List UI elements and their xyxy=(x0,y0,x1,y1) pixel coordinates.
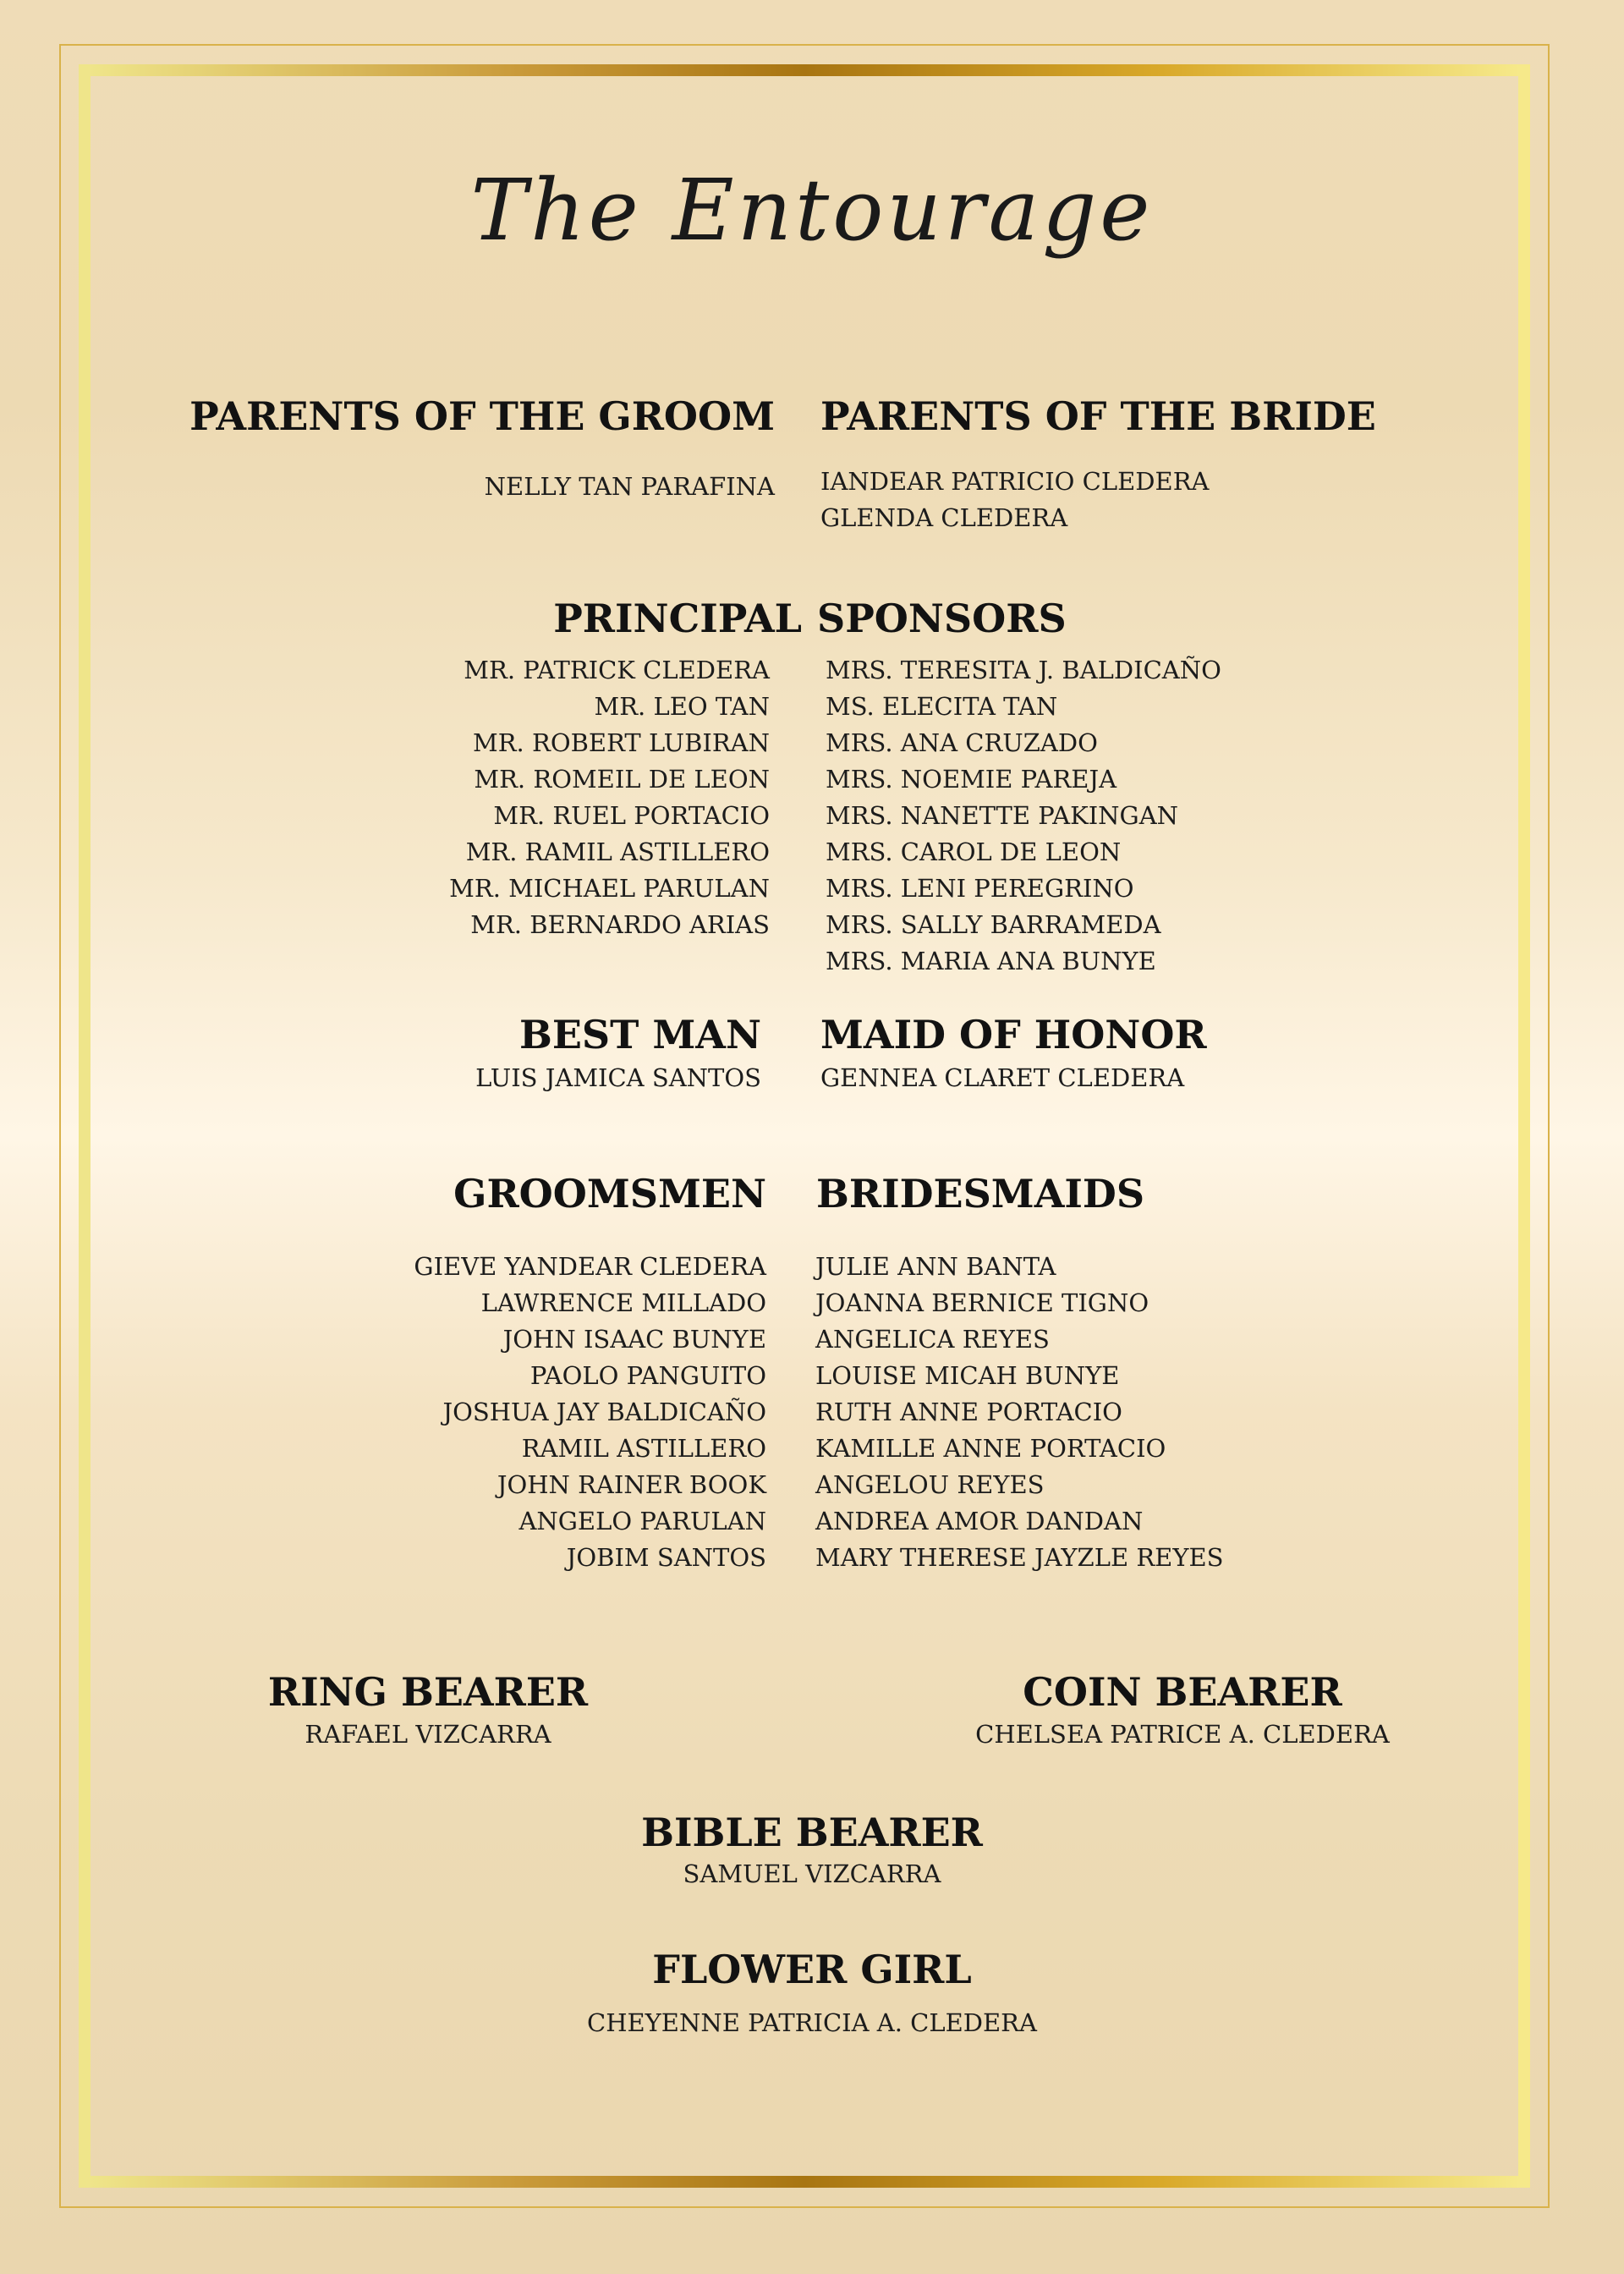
groomsmen-list xyxy=(414,1249,766,1576)
bride-parent-name: IANDEAR PATRICIO CLEDERA xyxy=(820,467,1210,496)
bridesmaid-name: JULIE ANN BANTA xyxy=(815,1252,1056,1281)
sponsor-name: MR. PATRICK CLEDERA xyxy=(464,656,770,684)
ring-bearer-name: RAFAEL VIZCARRA xyxy=(304,1720,551,1749)
groomsman-name: JOBIM SANTOS xyxy=(566,1543,766,1572)
ring-bearer-heading: RING BEARER xyxy=(267,1669,589,1715)
sponsor-name: MR. LEO TAN xyxy=(594,692,770,721)
sponsor-name: MRS. NOEMIE PAREJA xyxy=(826,765,1117,794)
groomsman-name: JOSHUA JAY BALDICAÑO xyxy=(442,1398,766,1426)
sponsor-name: MRS. NANETTE PAKINGAN xyxy=(826,801,1179,830)
sponsor-name: MRS. LENI PEREGRINO xyxy=(826,874,1134,903)
bridesmaid-name: RUTH ANNE PORTACIO xyxy=(815,1398,1122,1426)
sponsor-name: MRS. SALLY BARRAMEDA xyxy=(826,910,1161,939)
flower-girl-name: CHEYENNE PATRICIA A. CLEDERA xyxy=(587,2008,1037,2037)
bridesmaids-list xyxy=(815,1249,1224,1576)
best-man-name: LUIS JAMICA SANTOS xyxy=(475,1063,761,1092)
bride-parents-heading: PARENTS OF THE BRIDE xyxy=(820,393,1376,439)
sponsor-name: MR. RUEL PORTACIO xyxy=(493,801,770,830)
bridesmaid-name: ANGELICA REYES xyxy=(815,1325,1050,1354)
page-title: The Entourage xyxy=(470,161,1154,260)
maid-of-honor-heading: MAID OF HONOR xyxy=(820,1012,1207,1057)
groomsmen-heading: GROOMSMEN xyxy=(453,1171,766,1217)
groomsman-name: LAWRENCE MILLADO xyxy=(480,1288,766,1317)
groomsman-name: ANGELO PARULAN xyxy=(518,1507,766,1535)
bridesmaids-heading: BRIDESMAIDS xyxy=(816,1171,1145,1217)
groomsman-name: JOHN ISAAC BUNYE xyxy=(502,1325,766,1354)
sponsor-name: MR. BERNARDO ARIAS xyxy=(470,910,770,939)
sponsor-name: MR. ROBERT LUBIRAN xyxy=(473,728,770,757)
principal-sponsors-women xyxy=(826,652,1221,980)
groomsman-name: RAMIL ASTILLERO xyxy=(521,1434,766,1463)
principal-sponsors-men xyxy=(449,652,770,943)
groomsman-name: GIEVE YANDEAR CLEDERA xyxy=(414,1252,766,1281)
sponsor-name: MR. RAMIL ASTILLERO xyxy=(465,838,770,866)
bible-bearer-heading: BIBLE BEARER xyxy=(641,1810,983,1855)
bride-parent-name: GLENDA CLEDERA xyxy=(820,503,1068,532)
principal-sponsors-heading-left: PRINCIPAL xyxy=(553,596,802,641)
groom-parents-heading: PARENTS OF THE GROOM xyxy=(189,393,775,439)
bridesmaid-name: MARY THERESE JAYZLE REYES xyxy=(815,1543,1224,1572)
best-man-heading: BEST MAN xyxy=(518,1012,761,1057)
bridesmaid-name: ANDREA AMOR DANDAN xyxy=(815,1507,1144,1535)
sponsor-name: MRS. ANA CRUZADO xyxy=(826,728,1098,757)
bridesmaid-name: JOANNA BERNICE TIGNO xyxy=(815,1288,1149,1317)
bible-bearer-name: SAMUEL VIZCARRA xyxy=(683,1859,941,1888)
sponsor-name: MS. ELECITA TAN xyxy=(826,692,1058,721)
maid-of-honor-name: GENNEA CLARET CLEDERA xyxy=(820,1063,1185,1092)
sponsor-name: MR. ROMEIL DE LEON xyxy=(474,765,770,794)
coin-bearer-name: CHELSEA PATRICE A. CLEDERA xyxy=(975,1720,1390,1749)
sponsor-name: MR. MICHAEL PARULAN xyxy=(449,874,770,903)
bride-parents-list xyxy=(820,464,1209,536)
coin-bearer-heading: COIN BEARER xyxy=(1023,1669,1342,1715)
sponsor-name: MRS. TERESITA J. BALDICAÑO xyxy=(826,656,1221,684)
bridesmaid-name: KAMILLE ANNE PORTACIO xyxy=(815,1434,1166,1463)
groom-parents-list xyxy=(485,469,775,505)
flower-girl-heading: FLOWER GIRL xyxy=(652,1947,972,1992)
principal-sponsors-heading-right: SPONSORS xyxy=(817,596,1067,641)
sponsor-name: MRS. CAROL DE LEON xyxy=(826,838,1122,866)
bridesmaid-name: ANGELOU REYES xyxy=(815,1470,1045,1499)
bridesmaid-name: LOUISE MICAH BUNYE xyxy=(815,1361,1120,1390)
groom-parent-name: NELLY TAN PARAFINA xyxy=(484,472,775,501)
groomsman-name: PAOLO PANGUITO xyxy=(529,1361,766,1390)
groomsman-name: JOHN RAINER BOOK xyxy=(497,1470,766,1499)
sponsor-name: MRS. MARIA ANA BUNYE xyxy=(826,947,1156,975)
